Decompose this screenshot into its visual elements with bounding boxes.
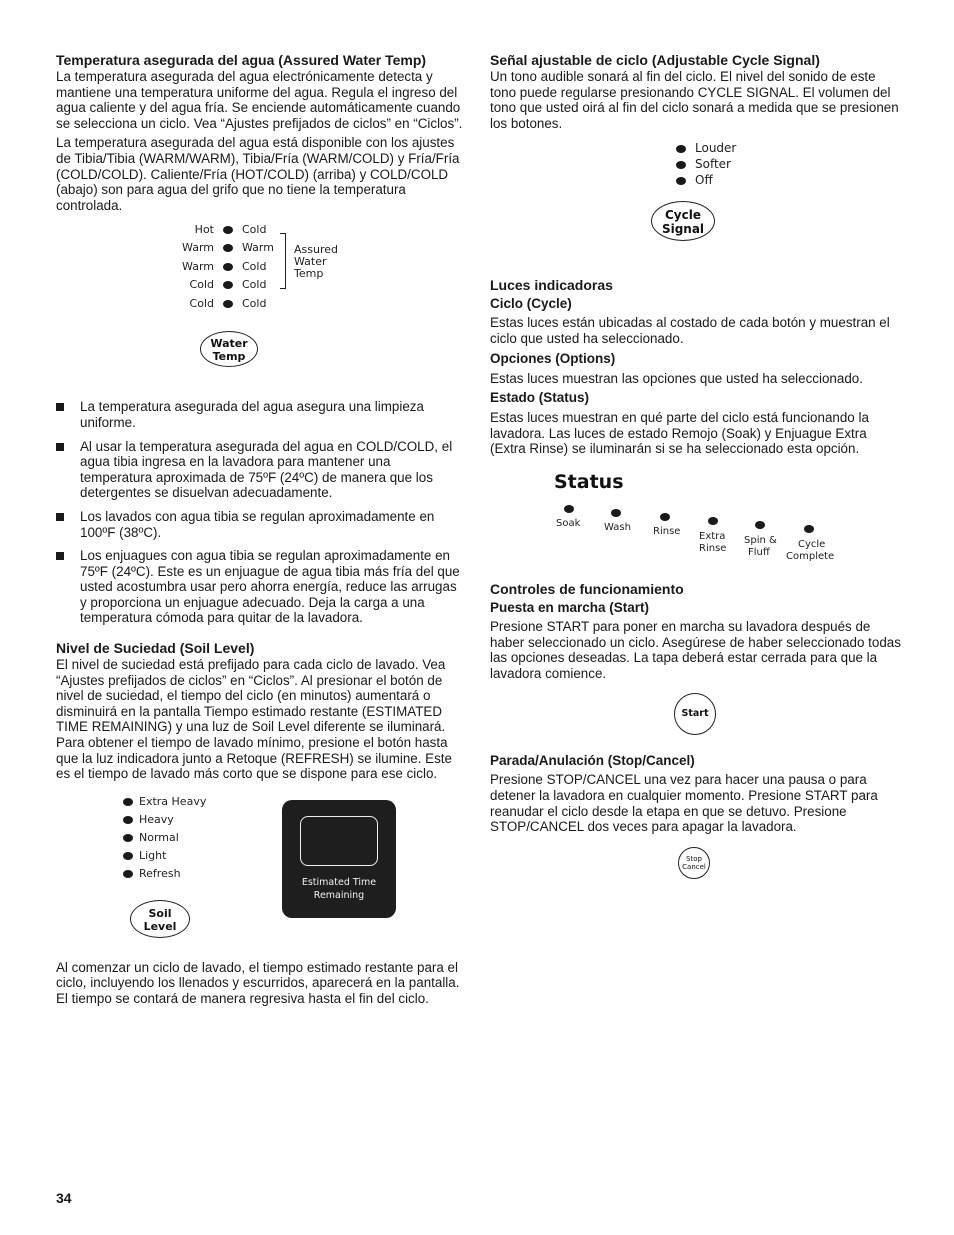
assured-label-1: Assured (294, 243, 338, 257)
display-screen (300, 816, 378, 866)
list-item (56, 399, 464, 430)
cycle-text: Estas luces están ubicadas al costado de cada botón y muestran el ciclo que usted ha seleccionado. (490, 315, 890, 346)
soil-level-label: Normal (139, 830, 179, 844)
status-label: Cycle (798, 538, 826, 550)
temp-rinse-label: Cold (242, 223, 267, 237)
indicator-light (676, 145, 686, 153)
start-diagram (490, 681, 902, 745)
list-item (56, 548, 464, 626)
temp-rinse-label: Cold (242, 260, 267, 274)
indicator-light (123, 852, 133, 860)
soil-level-para-2: Al comenzar un ciclo de lavado, el tiempo estimado restante para el ciclo, incluyendo los llenados y escurridos, aparecerá en la pantalla. El tiempo se contará de manera regresiva hasta el fin del ciclo. (56, 959, 460, 1006)
soil-level-label: Heavy (139, 812, 174, 826)
water-temp-para-2: La temperatura asegurada del agua está disponible con los ajustes de Tibia/Tibia (WARM/WARM), Tibia/Fría (WARM/COLD) y Fría/Fría (COLD/COLD). Caliente/Fría (HOT/COLD) (arriba) y COLD/COLD (abajo) son para agua del grifo que no tiene la temperatura controlada. (56, 135, 460, 213)
button-label: Cycle (665, 208, 701, 223)
temp-rinse-label: Cold (242, 278, 267, 292)
indicator-light (676, 177, 686, 185)
indicator-light (123, 834, 133, 842)
assured-label-2: Water (294, 255, 327, 269)
button-label: Stop (686, 854, 702, 863)
status-label: Fluff (748, 546, 770, 558)
temp-wash-label: Hot (194, 223, 214, 237)
bullet-icon (56, 513, 64, 521)
indicator-light (123, 870, 133, 878)
indicator-light (223, 263, 233, 271)
indicator-light (660, 513, 670, 521)
estimated-time-display (282, 800, 396, 918)
status-label: Rinse (699, 542, 727, 554)
list-item (56, 439, 464, 501)
temp-wash-label: Warm (182, 241, 214, 255)
button-label: Signal (661, 222, 705, 237)
cycle-subheading: Ciclo (Cycle) (490, 296, 572, 312)
indicator-light (755, 521, 765, 529)
soil-level-label: Light (139, 848, 167, 862)
stop-text: Presione STOP/CANCEL una vez para hacer una pausa o para detener la lavadora en cualquier momento. Presione START para reanudar el ciclo desde la etapa en que se detuvo. Presione STOP/CANCEL dos veces para apagar la lavadora. (490, 772, 878, 835)
temp-wash-label: Cold (189, 278, 214, 292)
bullet-icon (56, 552, 64, 560)
temp-wash-label: Warm (182, 260, 214, 274)
status-label: Complete (786, 550, 835, 562)
operation-controls-heading: Controles de funcionamiento (490, 580, 684, 597)
soil-level-label: Extra Heavy (139, 794, 207, 808)
cycle-signal-para: Un tono audible sonará al fin del ciclo. El nivel del sonido de este tono puede regularse presionando CYCLE SIGNAL. El volumen del tono que usted oirá al fin del ciclo sonará a medida que se presionen los botones. (490, 69, 899, 131)
signal-level-label: Softer (695, 157, 731, 172)
temp-rinse-label: Warm (242, 241, 274, 255)
signal-level-label: Off (695, 173, 713, 188)
right-column (490, 52, 902, 895)
assured-bracket (280, 233, 286, 289)
display-caption: Estimated Time (301, 876, 377, 888)
water-temp-para-1: La temperatura asegurada del agua electrónicamente detecta y mantiene una temperatura uniforme del agua. Regula el ingreso del agua caliente y del agua fría. Se enciende automáticamente cuando se selecciona un ciclo. Vea “Ajustes prefijados de ciclos” en “Ciclos”. (56, 69, 463, 131)
soil-level-button[interactable] (130, 900, 190, 938)
indicator-light (223, 226, 233, 234)
indicator-light (123, 798, 133, 806)
soil-level-diagram (56, 788, 464, 956)
options-text: Estas luces muestran las opciones que usted ha seleccionado. (490, 370, 863, 386)
signal-level-label: Louder (695, 141, 737, 156)
status-label: Rinse (653, 525, 681, 537)
display-caption: Remaining (313, 889, 365, 901)
soil-level-heading: Nivel de Suciedad (Soil Level) (56, 640, 255, 657)
indicator-light (611, 509, 621, 517)
button-label: Soil (148, 906, 172, 920)
status-title: Status (554, 470, 624, 493)
indicator-light (708, 517, 718, 525)
status-diagram (490, 461, 902, 573)
indicator-light (223, 244, 233, 252)
status-subheading: Estado (Status) (490, 390, 590, 406)
indicator-light (804, 525, 814, 533)
cycle-signal-heading: Señal ajustable de ciclo (Adjustable Cycle Signal) (490, 52, 820, 68)
list-item-text: Los enjuagues con agua tibia se regulan aproximadamente en 75ºF (24ºC). Este es un enjuague de agua tibia más fría del que usted acostumbra usar pero ahorra energía, reduce las arrugas y proporciona un enjuague adecuado. Deja la carga a una temperatura cómoda para quitar de la lavadora. (80, 548, 460, 626)
stop-cancel-button[interactable] (678, 847, 710, 879)
temp-rinse-label: Cold (242, 297, 267, 311)
assured-label-3: Temp (294, 267, 324, 281)
status-label: Soak (556, 517, 581, 529)
button-label: Water (210, 337, 248, 351)
stop-diagram (490, 835, 902, 895)
status-label: Spin & (744, 534, 777, 546)
cycle-signal-diagram (490, 139, 902, 277)
status-text: Estas luces muestran en qué parte del ciclo está funcionando la lavadora. Las luces de estado Remojo (Soak) y Enjuague Extra (Extra Rinse) se iluminarán si se ha seleccionado esta opción. (490, 410, 869, 457)
bullet-icon (56, 443, 64, 451)
start-subheading: Puesta en marcha (Start) (490, 599, 650, 615)
stop-subheading: Parada/Anulación (Stop/Cancel) (490, 753, 695, 769)
status-label: Wash (604, 521, 631, 533)
list-item-text: Al usar la temperatura asegurada del agua en COLD/COLD, el agua tibia ingresa en la lavadora para mantener una temperatura aproximada de 75ºF (24ºC) de manera que los detergentes se disuelvan adecuadamente. (80, 438, 453, 501)
soil-level-label: Refresh (139, 866, 181, 880)
temp-wash-label: Cold (189, 297, 214, 311)
indicator-light (676, 161, 686, 169)
soil-level-para-1: El nivel de suciedad está prefijado para cada ciclo de lavado. Vea “Ajustes prefijados de ciclos” en “Ciclos”. Al presionar el botón de nivel de suciedad, el tiempo del ciclo (en minutos) aumentará o disminuirá en la pantalla Tiempo estimado restante (ESTIMATED TIME REMAINING) y una luz de Soil Level diferente se iluminará. Para obtener el tiempo de lavado mínimo, presione el botón hasta que la luz indicadora junto a Retoque (REFRESH) se ilumine. Este es el tiempo de lavado más corto que se dispone para ese ciclo. (56, 657, 452, 782)
water-temp-heading: Temperatura asegurada del agua (Assured Water Temp) (56, 52, 427, 68)
status-label: Extra (699, 530, 726, 542)
options-subheading: Opciones (Options) (490, 350, 616, 366)
indicator-light (223, 281, 233, 289)
start-text: Presione START para poner en marcha su lavadora después de haber seleccionado un ciclo. Asegúrese de haber seleccionado todas las opciones deseadas. La tapa deberá estar cerrada para que la lavadora comience. (490, 618, 901, 681)
list-item-text: La temperatura asegurada del agua asegura una limpieza uniforme. (80, 399, 424, 430)
page-number: 34 (56, 1190, 72, 1206)
list-item-text: Los lavados con agua tibia se regulan aproximadamente en 100ºF (38ºC). (80, 508, 435, 540)
button-label: Cancel (682, 862, 706, 871)
start-button[interactable]: Start (674, 693, 716, 735)
indicator-light (123, 816, 133, 824)
left-column (56, 52, 464, 1007)
indicator-lights-heading: Luces indicadoras (490, 277, 613, 294)
cycle-signal-button[interactable] (651, 201, 715, 241)
button-label: Level (143, 919, 177, 933)
button-label: Temp (212, 350, 246, 364)
bullet-icon (56, 403, 64, 411)
indicator-light (223, 300, 233, 308)
water-temp-bullet-list (56, 399, 464, 626)
indicator-light (564, 505, 574, 513)
water-temp-button[interactable] (200, 331, 258, 367)
water-temp-diagram (56, 219, 464, 395)
list-item (56, 509, 464, 540)
